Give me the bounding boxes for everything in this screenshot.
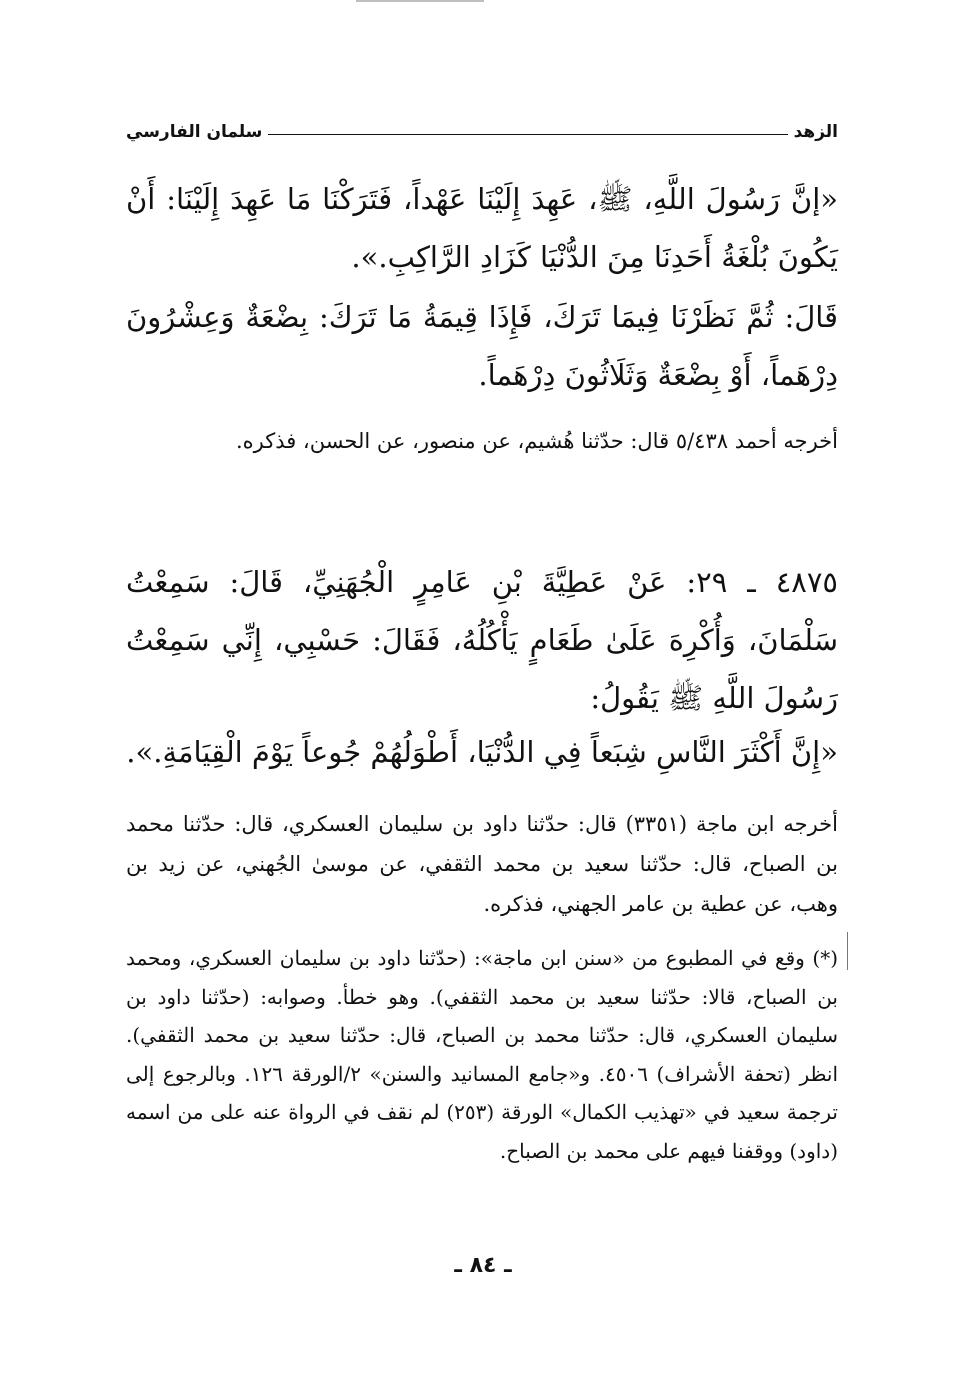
chapter-title: الزهد (793, 122, 838, 142)
margin-bar (847, 932, 848, 970)
hadith-entry-4875: ٤٨٧٥ ـ ٢٩: عَنْ عَطِيَّةَ بْنِ عَامِرٍ الْجُهَنِيِّ، قَالَ: سَمِعْتُ سَلْمَانَ، وَأُكْرِهَ عَلَىٰ طَعَامٍ يَأْكُلُهُ، فَقَالَ: حَسْبِي، إِنِّي سَمِعْتُ رَسُولَ اللَّهِ ﷺ يَقُولُ: (126, 565, 838, 715)
running-header (126, 112, 838, 142)
footnote: (*) وقع في المطبوع من «سنن ابن ماجة»: (حدّثنا داود بن سليمان العسكري، ومحمد بن الصباح، قالا: حدّثنا سعيد بن محمد الثقفي). وهو خطأ. وصوابه: (حدّثنا داود بن سليمان العسكري، قال: حدّثنا محمد بن الصباح، قال: حدّثنا سعيد بن محمد الثقفي). انظر (تحفة الأشراف) ٤٥٠٦. و«جامع المسانيد والسنن» ٢/الورقة ١٢٦. وبالرجوع إلى ترجمة سعيد في «تهذيب الكمال» الورقة (٢٥٣) لم نقف في الرواة عنه على من اسمه (داود) ووقفنا فيهم على محمد بن الصباح. (126, 946, 839, 1163)
takhrij-note-1: أخرجه أحمد ٥/٤٣٨ قال: حدّثنا هُشيم، عن منصور، عن الحسن، فذكره. (235, 429, 838, 453)
narration-paragraph-1: قَالَ: ثُمَّ نَظَرْنَا فِيمَا تَرَكَ، فَإِذَا قِيمَةُ مَا تَرَكَ: بِضْعَةٌ وَعِشْرُونَ دِرْهَماً، أَوْ بِضْعَةٌ وَثَلَاثُونَ دِرْهَماً. (126, 300, 838, 392)
page-number: ـ ٨٤ ـ (454, 1253, 512, 1278)
takhrij-note-2: أخرجه ابن ماجة (٣٣٥١) قال: حدّثنا داود بن سليمان العسكري، قال: حدّثنا محمد بن الصباح، قال: حدّثنا سعيد بن محمد الثقفي، عن موسىٰ الجُهني، عن زيد بن وهب، عن عطية بن عامر الجهني، فذكره. (126, 812, 838, 916)
section-title: سلمان الفارسي (126, 122, 263, 142)
top-edge-mark (356, 0, 484, 2)
hadith-text-1: «إنَّ رَسُولَ اللَّهِ، ﷺ، عَهِدَ إِلَيْنَا عَهْداً، فَتَرَكْنَا مَا عَهِدَ إِلَيْنَا: أَنْ يَكُونَ بُلْغَةُ أَحَدِنَا مِنَ الدُّنْيَا كَزَادِ الرَّاكِبِ.». (126, 182, 838, 274)
hadith-text-2: «إِنَّ أَكْثَرَ النَّاسِ شِبَعاً فِي الدُّنْيَا، أَطْوَلُهُمْ جُوعاً يَوْمَ الْقِيَامَةِ.». (126, 735, 838, 769)
header-rule (268, 134, 787, 135)
